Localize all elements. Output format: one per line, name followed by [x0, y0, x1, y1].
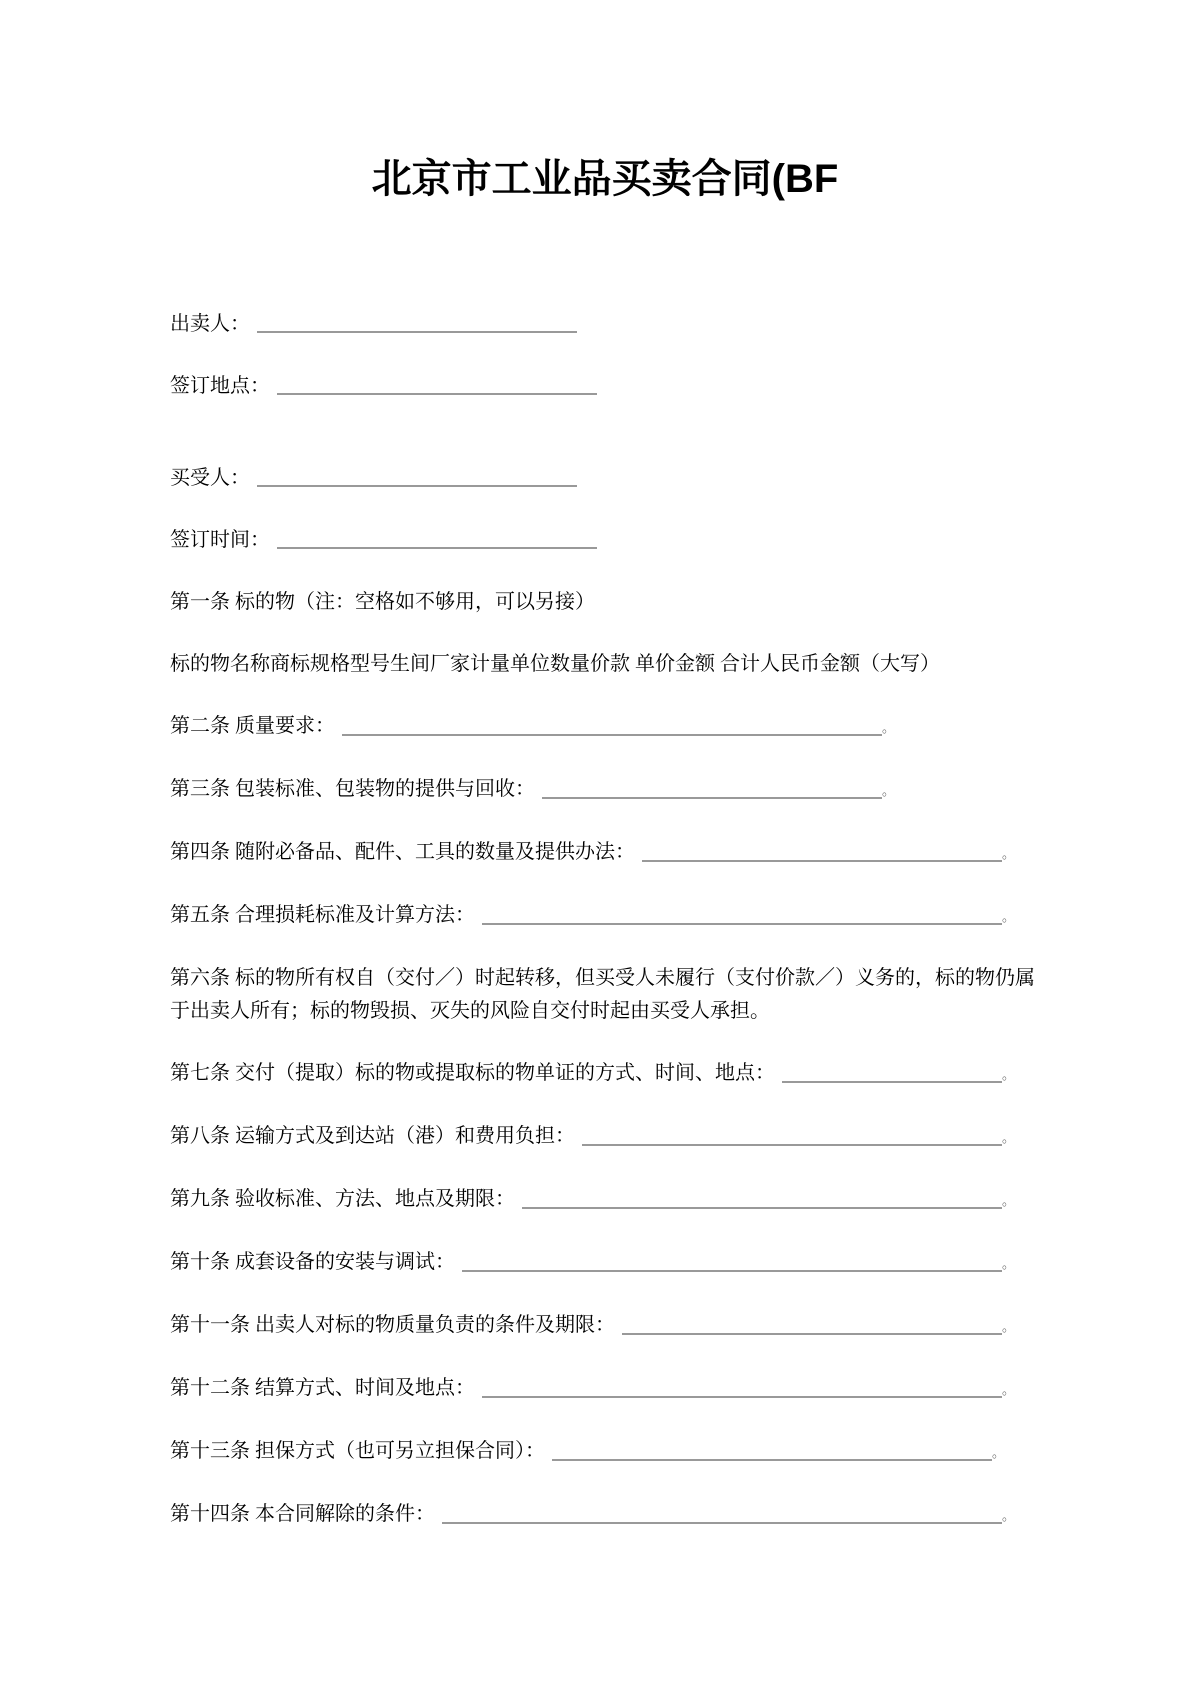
- clause-13-period: 。: [992, 1445, 1006, 1460]
- clause-11-period: 。: [1002, 1319, 1016, 1334]
- clause-9-period: 。: [1002, 1193, 1016, 1208]
- field-seller: [170, 308, 1040, 341]
- field-signing-time-label: 签订时间：: [170, 529, 270, 551]
- clause-5-wear-standard: [170, 899, 1040, 933]
- field-signing-place-blank[interactable]: ________________________________: [277, 375, 597, 397]
- clause-4-blank[interactable]: ____________________________________: [642, 842, 1002, 864]
- clause-1-subject-matter: [170, 586, 1040, 619]
- field-signing-place: [170, 370, 1040, 403]
- field-seller-blank[interactable]: ________________________________: [257, 313, 577, 335]
- clause-11-quality-warranty: [170, 1309, 1040, 1343]
- clause-9-blank[interactable]: ________________________________________________: [522, 1189, 1002, 1211]
- clause-13-guarantee: [170, 1435, 1040, 1469]
- clause-7-blank[interactable]: ______________________: [782, 1063, 1002, 1085]
- clause-14-termination: [170, 1498, 1040, 1532]
- clause-12-label: 第十二条 结算方式、时间及地点：: [170, 1377, 475, 1399]
- field-buyer-blank[interactable]: ________________________________: [257, 467, 577, 489]
- clause-2-period: 。: [882, 720, 896, 735]
- clause-10-blank[interactable]: ______________________________________________________: [462, 1252, 1002, 1274]
- clause-12-period: 。: [1002, 1382, 1016, 1397]
- clause-8-blank[interactable]: __________________________________________: [582, 1126, 1002, 1148]
- clause-goods-columns-text: 标的物名称商标规格型号生间厂家计量单位数量价款 单价金额 合计人民币金额（大写）: [170, 653, 940, 675]
- clause-8-label: 第八条 运输方式及到达站（港）和费用负担：: [170, 1125, 575, 1147]
- clause-11-blank[interactable]: ______________________________________: [622, 1315, 1002, 1337]
- clause-5-label: 第五条 合理损耗标准及计算方法：: [170, 904, 475, 926]
- document-title: 北京市工业品买卖合同(BF: [371, 157, 839, 201]
- clause-3-period: 。: [882, 783, 896, 798]
- clause-13-blank[interactable]: ____________________________________________: [552, 1441, 992, 1463]
- clause-11-label: 第十一条 出卖人对标的物质量负责的条件及期限：: [170, 1314, 615, 1336]
- clause-12-blank[interactable]: ____________________________________________________: [482, 1378, 1002, 1400]
- clause-14-blank[interactable]: ________________________________________________________: [442, 1504, 1002, 1526]
- clause-10-period: 。: [1002, 1256, 1016, 1271]
- clause-6-ownership-transfer: [170, 962, 1040, 1028]
- clause-14-label: 第十四条 本合同解除的条件：: [170, 1503, 435, 1525]
- clause-1-text: 第一条 标的物（注：空格如不够用，可以另接）: [170, 591, 595, 613]
- clause-3-packaging: [170, 773, 1040, 807]
- field-signing-time-blank[interactable]: ________________________________: [277, 529, 597, 551]
- clause-7-label: 第七条 交付（提取）标的物或提取标的物单证的方式、时间、地点：: [170, 1062, 775, 1084]
- clause-4-label: 第四条 随附必备品、配件、工具的数量及提供办法：: [170, 841, 635, 863]
- field-buyer-label: 买受人：: [170, 467, 250, 489]
- clause-10-label: 第十条 成套设备的安装与调试：: [170, 1251, 455, 1273]
- clause-goods-columns: [170, 648, 1040, 681]
- clause-4-accessories: [170, 836, 1040, 870]
- clause-8-transport: [170, 1120, 1040, 1154]
- clause-13-label: 第十三条 担保方式（也可另立担保合同）：: [170, 1440, 545, 1462]
- clause-14-period: 。: [1002, 1508, 1016, 1523]
- clause-2-label: 第二条 质量要求：: [170, 715, 335, 737]
- clause-9-inspection: [170, 1183, 1040, 1217]
- clause-9-label: 第九条 验收标准、方法、地点及期限：: [170, 1188, 515, 1210]
- clause-5-period: 。: [1002, 909, 1016, 924]
- clause-8-period: 。: [1002, 1130, 1016, 1145]
- field-buyer: [170, 462, 1040, 495]
- clause-3-blank[interactable]: __________________________________: [542, 779, 882, 801]
- clause-12-settlement: [170, 1372, 1040, 1406]
- field-signing-place-label: 签订地点：: [170, 375, 270, 397]
- clause-5-blank[interactable]: ____________________________________________________: [482, 905, 1002, 927]
- clause-6-text: 第六条 标的物所有权自（交付／）时起转移，但买受人未履行（支付价款／）义务的，标的物仍属于出卖人所有；标的物毁损、灭失的风险自交付时起由买受人承担。: [170, 967, 1035, 1022]
- field-signing-time: [170, 524, 1040, 557]
- clause-7-delivery: [170, 1057, 1040, 1091]
- clause-3-label: 第三条 包装标准、包装物的提供与回收：: [170, 778, 535, 800]
- field-seller-label: 出卖人：: [170, 313, 250, 335]
- clause-7-period: 。: [1002, 1067, 1016, 1082]
- clause-4-period: 。: [1002, 846, 1016, 861]
- clause-2-blank[interactable]: ______________________________________________________: [342, 716, 882, 738]
- clause-2-quality: [170, 710, 1040, 744]
- clause-10-installation: [170, 1246, 1040, 1280]
